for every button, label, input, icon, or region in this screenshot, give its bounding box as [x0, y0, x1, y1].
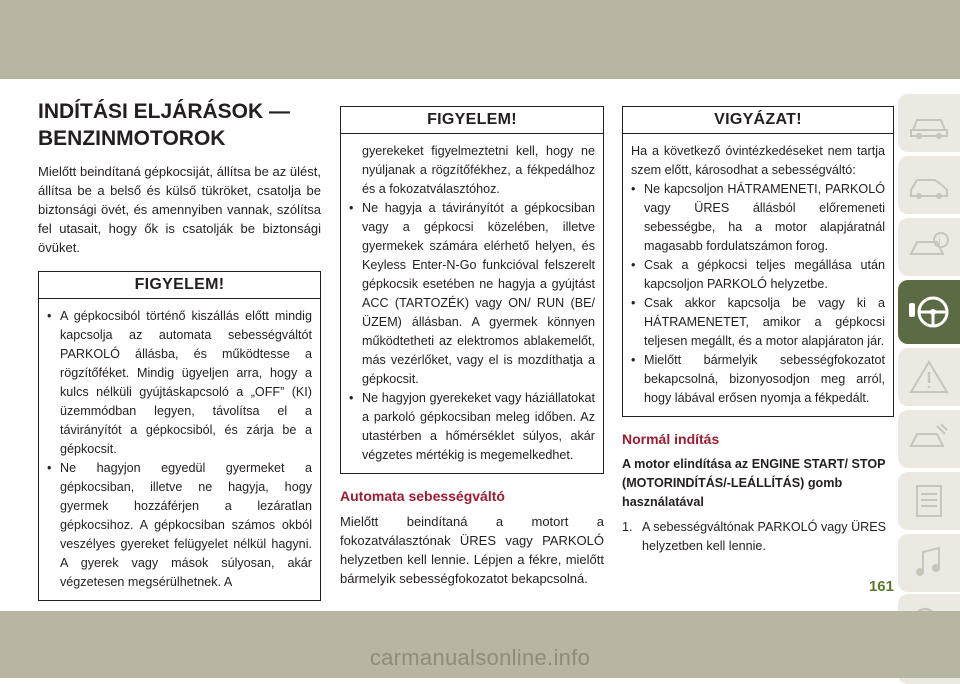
warning-list [47, 307, 312, 592]
car-info-icon [907, 228, 951, 266]
warning-body [341, 134, 603, 473]
caution-intro: Ha a következő óvintézkedéseket nem tartja szem előtt, károsodhat a sebességváltó: [631, 144, 885, 177]
steps-list [622, 518, 894, 556]
tab-warning[interactable] [898, 348, 960, 406]
tab-steering-wheel[interactable] [898, 280, 960, 344]
car-lights-icon [907, 104, 951, 142]
tab-car-info[interactable] [898, 218, 960, 276]
step-item: 1. A sebességváltónak PARKOLÓ vagy ÜRES helyzetben kell lennie. [622, 518, 894, 556]
warning-item: • A gépkocsiból történő kiszállás előtt mindig kapcsolja az automata sebességváltót PARKOLÓ állásba, és működtesse a rögzítőféket. Mindig ügyeljen arra, hogy a kulcs nélküli gyújtáskapcsoló a „OFF” (KI) üzemmódban legyen, távolítsa el a távirányítót a gépkocsiból, és zárja be a gépkocsit. [47, 307, 312, 459]
tab-car-lights[interactable] [898, 94, 960, 152]
warning-item: • Ne hagyja a távirányítót a gépkocsiban vagy a gépkocsi közelében, illetve gyermekek számára elérhető helyen, és Keyless Enter-N-Go funkcióval felszerelt gépkocsik esetében ne hagyja a gyújtást ACC (TARTOZÉK) vagy ON/ RUN (BE/ÜZEM) állásban. A gyermek könnyen működtetheti az elektromos ablakemelőt, más vezérlőket, vagy el is mozdíthatja a gépkocsit. [349, 199, 595, 389]
warning-box-1 [38, 271, 321, 601]
music-note-icon [907, 544, 951, 582]
intro-paragraph: Mielőtt beindítaná gépkocsiját, állítsa be az ülést, állítsa be a belső és külső tükröket, csatolja be biztonsági övét, és amennyiben vannak, szólítsa fel utasait, hogy ők is csatolják be biztonsági övüket. [38, 164, 321, 255]
warning-box-2 [340, 106, 604, 474]
warning-continued-text: gyerekeket figyelmeztetni kell, hogy ne nyúljanak a rögzítőfékhez, a fékpedálhoz és a fokozatválasztóhoz. [362, 144, 595, 196]
warning-triangle-icon [907, 358, 951, 396]
title-line-2: BENZINMOTOROK [38, 127, 226, 150]
section-heading: Automata sebességváltó [340, 488, 505, 504]
page-title [38, 98, 321, 152]
checklist-icon [907, 482, 951, 520]
warning-item: • Ne hagyjon gyerekeket vagy háziállatokat a parkoló gépkocsiban meleg időben. Az utastérben a hőmérséklet súlyos, akár végzetes mértékig is megemelkedhet. [349, 389, 595, 465]
caution-title: VIGYÁZAT! [623, 107, 893, 134]
warning-list [349, 199, 595, 465]
warning-body [39, 299, 320, 600]
watermark: carmanualsonline.info [369, 645, 591, 670]
page-number: 161 [868, 578, 894, 595]
svg-text:i: i [938, 236, 941, 247]
warning-title: FIGYELEM! [39, 272, 320, 299]
subsection-heading: A motor elindítása az ENGINE START/ STOP (MOTORINDÍTÁS/-LEÁLLÍTÁS) gomb használatával [622, 457, 886, 509]
car-side-icon [907, 166, 951, 204]
top-band [0, 0, 960, 79]
caution-item: • Mielőtt bármelyik sebességfokozatot bekapcsolná, bizonyosodjon meg arról, hogy lábával erősen nyomja a fékpedált. [631, 351, 885, 408]
section-heading: Normál indítás [622, 431, 720, 447]
tab-car-service[interactable] [898, 410, 960, 468]
caution-body [623, 134, 893, 416]
column-middle [340, 106, 604, 588]
section-paragraph: Mielőtt beindítaná a motort a fokozatválasztónak ÜRES vagy PARKOLÓ helyzetben kell lennie. Lépjen a fékre, mielőtt bármelyik sebességfokozatot bekapcsolná. [340, 514, 604, 586]
column-right [622, 106, 894, 556]
tab-car-side[interactable] [898, 156, 960, 214]
title-line-1: INDÍTÁSI ELJÁRÁSOK — [38, 100, 291, 123]
warning-title: FIGYELEM! [341, 107, 603, 134]
caution-item: • Ne kapcsoljon HÁTRAMENETI, PARKOLÓ vagy ÜRES állásból előremeneti sebességbe, ha a motor alapjáratnál magasabb fordulatszámon forog. [631, 180, 885, 256]
steering-wheel-icon [907, 293, 951, 331]
tab-audio[interactable] [898, 534, 960, 592]
caution-item: • Csak akkor kapcsolja be vagy ki a HÁTRAMENETET, amikor a gépkocsi teljesen megállt, és a motor alapjáraton jár. [631, 294, 885, 351]
column-left [38, 98, 321, 601]
caution-box [622, 106, 894, 417]
tab-checklist[interactable] [898, 472, 960, 530]
car-service-icon [907, 420, 951, 458]
warning-item: • Ne hagyjon egyedül gyermeket a gépkocsiban, illetve ne hagyja, hogy gyermek hozzáférjen a lezáratlan gépkocsihoz. A gépkocsiban számos okból veszélyes gyereket felügyelet nélkül hagyni. A gyerek vagy mások súlyosan, akár végzetesen megsérülhetnek. A [47, 459, 312, 592]
caution-list [631, 180, 885, 408]
caution-item: • Csak a gépkocsi teljes megállása után kapcsoljon PARKOLÓ helyzetbe. [631, 256, 885, 294]
